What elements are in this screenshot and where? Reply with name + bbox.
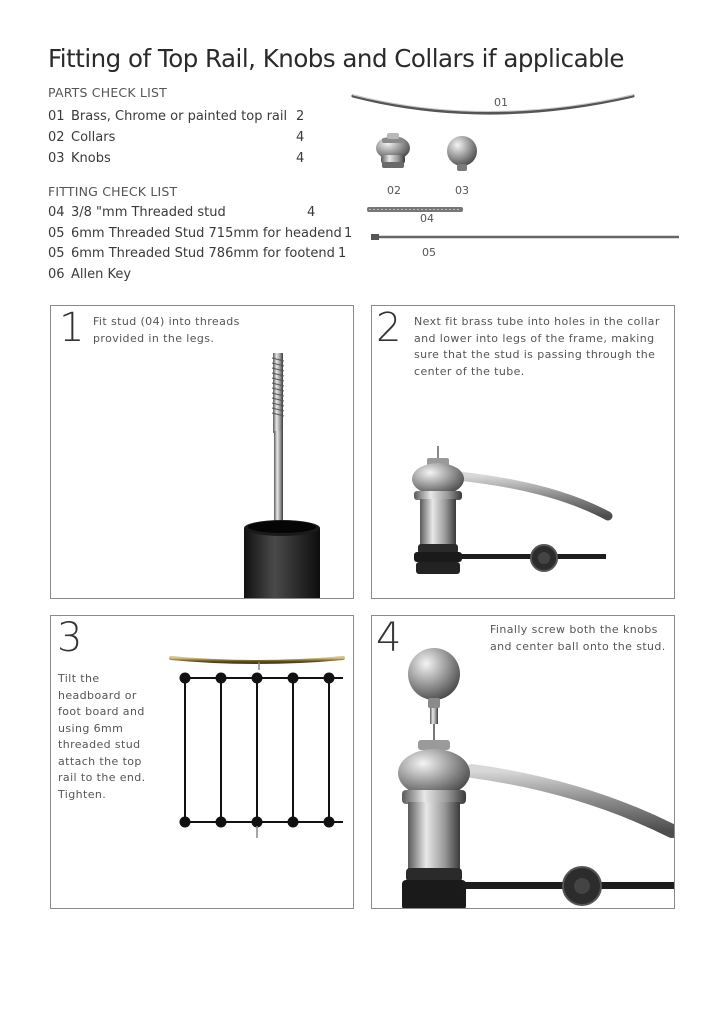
part-label-02: 02 — [387, 184, 401, 197]
step-panel-2 — [371, 305, 675, 599]
item-number: 02 — [48, 130, 65, 145]
step-instruction: Finally screw both the knobs and center ball onto the stud. — [490, 623, 666, 653]
fitting-check-heading: FITTING CHECK LIST — [48, 184, 178, 199]
list-item — [48, 267, 358, 285]
parts-check-heading: PARTS CHECK LIST — [48, 85, 167, 100]
parts-illustration — [345, 88, 690, 273]
step-number: 2 — [376, 305, 402, 351]
item-description: Brass, Chrome or painted top rail — [71, 109, 288, 124]
long-stud-image — [371, 234, 679, 240]
step-number: 1 — [59, 305, 85, 351]
list-item — [48, 109, 338, 127]
knob-assembly-illustration — [372, 616, 674, 908]
list-item — [48, 246, 358, 264]
collar-image — [376, 133, 410, 168]
threaded-stud-image — [367, 207, 463, 212]
step-number: 3 — [57, 615, 83, 661]
item-number: 04 — [48, 205, 65, 220]
knob-image — [447, 136, 477, 171]
item-description: 3/8 "mm Threaded stud — [71, 205, 226, 220]
item-number: 01 — [48, 109, 65, 124]
item-description: 6mm Threaded Stud 786mm for footend — [71, 246, 335, 261]
item-quantity: 4 — [296, 151, 305, 166]
item-number: 05 — [48, 246, 65, 261]
list-item — [48, 151, 338, 169]
part-label-05: 05 — [422, 246, 436, 259]
leg-with-stud-illustration — [51, 306, 353, 598]
list-item — [48, 205, 358, 223]
item-number: 06 — [48, 267, 65, 282]
list-item — [48, 226, 358, 244]
part-label-04: 04 — [420, 212, 434, 225]
item-description: Collars — [71, 130, 116, 145]
list-item — [48, 130, 338, 148]
headboard-frame-illustration — [51, 616, 353, 908]
item-description: Allen Key — [71, 267, 132, 282]
step-panel-1 — [50, 305, 354, 599]
step-panel-4 — [371, 615, 675, 909]
top-rail-image — [353, 96, 633, 113]
page-title: Fitting of Top Rail, Knobs and Collars if applicable — [48, 44, 625, 73]
step-number: 4 — [376, 615, 402, 661]
item-quantity: 1 — [338, 246, 347, 261]
item-description: Knobs — [71, 151, 111, 166]
item-quantity: 4 — [307, 205, 316, 220]
part-label-03: 03 — [455, 184, 469, 197]
item-description: 6mm Threaded Stud 715mm for headend — [71, 226, 342, 241]
step-instruction: Fit stud (04) into threads provided in the legs. — [93, 315, 240, 345]
step-panel-3 — [50, 615, 354, 909]
item-number: 03 — [48, 151, 65, 166]
item-quantity: 2 — [296, 109, 305, 124]
item-quantity: 1 — [344, 226, 353, 241]
step-instruction: Next fit brass tube into holes in the collar and lower into legs of the frame, making sure that the stud is passing through the center of the tube. — [414, 315, 660, 378]
collar-and-rail-illustration — [372, 306, 674, 598]
item-quantity: 4 — [296, 130, 305, 145]
item-number: 05 — [48, 226, 65, 241]
part-label-01: 01 — [494, 96, 508, 109]
step-instruction: Tilt the headboard or foot board and using 6mm threaded stud attach the top rail to the end. Tighten. — [58, 672, 146, 801]
